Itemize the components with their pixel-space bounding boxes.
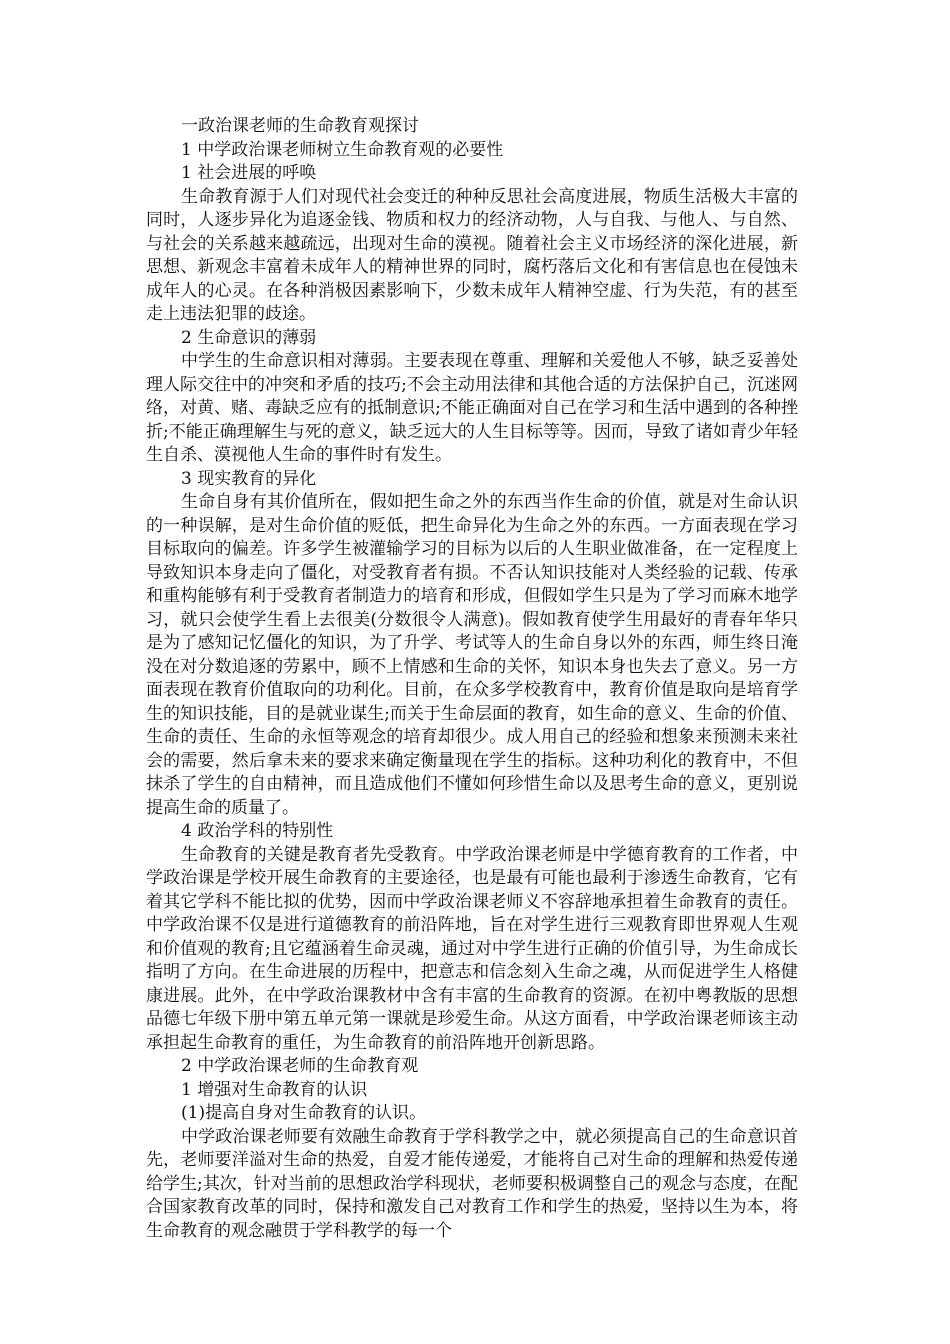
subsection-heading-4: 4 政治学科的特别性 [181,821,334,841]
subsection-heading-3: 3 现实教育的异化 [181,468,317,489]
section-heading-2: 2 中学政治课老师的生命教育观 [181,1056,419,1076]
section-heading-1: 1 中学政治课老师树立生命教育观的必要性 [181,139,504,160]
paragraph-2: 中学生的生命意识相对薄弱。主要表现在尊重、理解和关爱他人不够，缺乏妥善处理人际交往中的冲突和矛盾的技巧;不会主动用法律和其他合适的方法保护自己，沉迷网络，对黄、赌、毒缺乏应有的抵制意识;不能正确面对自己在学习和生活中遇到的各种挫折;不能正确理解生与死的意义，缺乏远大的人生目标等等。因而，导致了诸如青少年轻生自杀、漠视他人生命的事件时有发生。 [146,351,798,465]
document-page [146,115,798,1243]
paragraph-1: 生命教育源于人们对现代社会变迁的种种反思社会高度进展，物质生活极大丰富的同时，人逐步异化为追逐金钱、物质和权力的经济动物，人与自我、与他人、与自然、与社会的关系越来越疏远，出现对生命的漠视。随着社会主义市场经济的深化进展，新思想、新观念丰富着未成年人的精神世界的同时，腐朽落后文化和有害信息也在侵蚀未成年人的心灵。在各种消极因素影响下，少数未成年人精神空虚、行为失范，有的甚至走上违法犯罪的歧途。 [146,186,798,324]
subsection-heading-2: 2 生命意识的薄弱 [181,327,317,348]
subsection-heading-5: 1 增强对生命教育的认识 [181,1079,368,1100]
paragraph-4: 生命教育的关键是教育者先受教育。中学政治课老师是中学德育教育的工作者，中学政治课是学校开展生命教育的主要途径，也是最有可能也最利于渗透生命教育，它有着其它学科不能比拟的优势，因而中学政治课老师义不容辞地承担着生命教育的责任。中学政治课不仅是进行道德教育的前沿阵地，旨在对学生进行三观教育即世界观人生观和价值观的教育;且它蕴涵着生命灵魂，通过对中学生进行正确的价值引导，为生命成长指明了方向。在生命进展的历程中，把意志和信念刻入生命之魂，从而促进学生人格健康进展。此外，在中学政治课教材中含有丰富的生命教育的资源。在初中粤教版的思想品德七年级下册中第五单元第一课就是珍爱生命。从这方面看，中学政治课老师该主动承担起生命教育的重任，为生命教育的前沿阵地开创新思路。 [146,844,798,1053]
document-title: 一政治课老师的生命教育观探讨 [181,116,419,136]
sub-subsection-heading-1: (1)提高自身对生命教育的认识。 [181,1103,427,1123]
subsection-heading-1: 1 社会进展的呼唤 [181,163,317,183]
paragraph-5: 中学政治课老师要有效融生命教育于学科教学之中，就必须提高自己的生命意识首先，老师要洋溢对生命的热爱，自爱才能传递爱，才能将自己对生命的理解和热爱传递给学生;其次，针对当前的思想政治学科现状，老师要积极调整自己的观念与态度，在配合国家教育改革的同时，保持和激发自己对教育工作和学生的热爱，坚持以生为本，将生命教育的观念融贯于学科教学的每一个 [146,1126,798,1241]
paragraph-3: 生命自身有其价值所在，假如把生命之外的东西当作生命的价值，就是对生命认识的一种误解，是对生命价值的贬低，把生命异化为生命之外的东西。一方面表现在学习目标取向的偏差。许多学生被灌输学习的目标为以后的人生职业做准备，在一定程度上导致知识本身走向了僵化，对受教育者有损。不否认知识技能对人类经验的记载、传承和重构能够有利于受教育者制造力的培育和形成，但假如学生只是为了学习而麻木地学习，就只会使学生看上去很美(分数很令人满意)。假如教育使学生用最好的青春年华只是为了感知记忆僵化的知识，为了升学、考试等人的生命自身以外的东西，师生终日淹没在对分数追逐的劳累中，顾不上情感和生命的关怀，知识本身也失去了意义。另一方面表现在教育价值取向的功利化。目前，在众多学校教育中，教育价值是取向是培育学生的知识技能，目的是就业谋生;而关于生命层面的教育，如生命的意义、生命的价值、生命的责任、生命的永恒等观念的培育却很少。成人用自己的经验和想象来预测未来社会的需要，然后拿未来的要求来确定衡量现在学生的指标。这种功利化的教育中，不但抹杀了学生的自由精神，而且造成他们不懂如何珍惜生命以及思考生命的意义，更别说提高生命的质量了。 [146,492,798,818]
